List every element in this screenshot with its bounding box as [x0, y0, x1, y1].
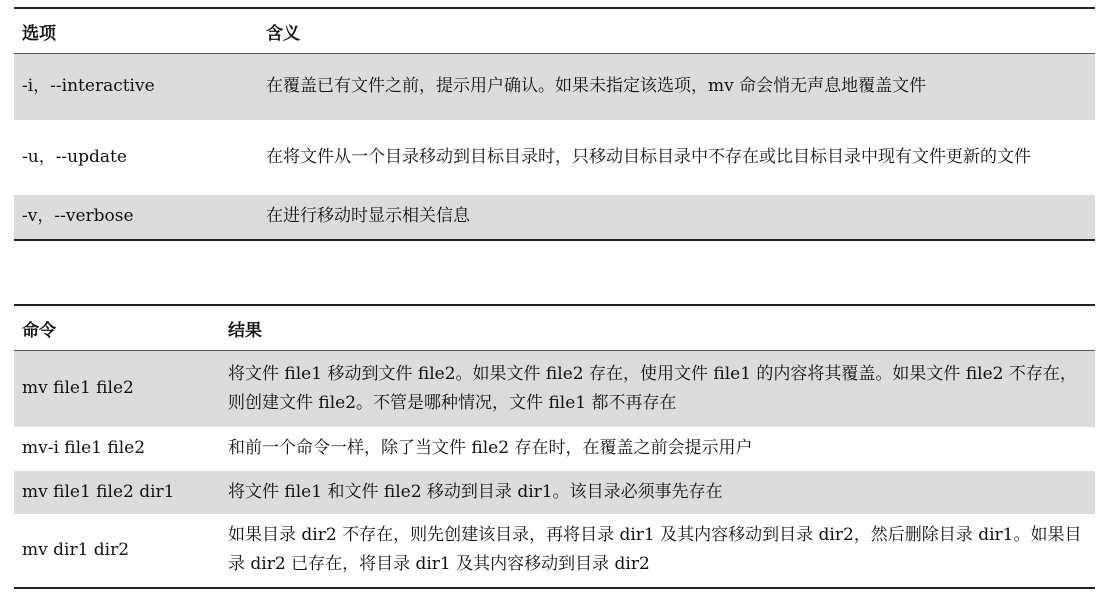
meaning-cell: 在进行移动时显示相关信息	[258, 195, 1095, 240]
result-cell: 和前一个命令一样，除了当文件 file2 存在时，在覆盖之前会提示用户	[228, 438, 753, 458]
column-header-command: 命令	[22, 320, 56, 341]
column-header-option: 选项	[22, 23, 56, 44]
option-cell: -i，--interactive	[14, 54, 258, 120]
command-cell: mv-i file1 file2	[22, 438, 146, 458]
table-row	[14, 195, 1095, 240]
option-cell: -u，--update	[22, 146, 127, 167]
options-table	[14, 7, 1095, 241]
meaning-cell: 在覆盖已有文件之前，提示用户确认。如果未指定该选项，mv 命会悄无声息地覆盖文件	[258, 54, 1095, 120]
result-cell: 将文件 file1 和文件 file2 移动到目录 dir1。该目录必须事先存在	[220, 471, 1095, 514]
table-row	[14, 471, 1095, 514]
commands-table	[14, 304, 1095, 589]
option-cell: -v，--verbose	[14, 195, 258, 240]
table-header-row	[14, 8, 1095, 54]
command-cell: mv file1 file2	[14, 351, 220, 427]
table-row	[14, 514, 1095, 588]
table-row	[14, 120, 1095, 195]
meaning-cell: 在将文件从一个目录移动到目标目录时，只移动目标目录中不存在或比目标目录中现有文件更新的文件	[266, 146, 1031, 167]
column-header-result: 结果	[228, 320, 262, 341]
table-row	[14, 351, 1095, 427]
table-header-row	[14, 305, 1095, 351]
table-row	[14, 54, 1095, 120]
table-row	[14, 427, 1095, 471]
command-cell: mv dir1 dir2	[22, 539, 130, 560]
command-cell: mv file1 file2 dir1	[14, 471, 220, 514]
result-cell: 如果目录 dir2 不存在，则先创建该目录，再将目录 dir1 及其内容移动到目录 dir2，然后删除目录 dir1。如果目录 dir2 已存在，将目录 dir1 及其内容移动到目录 dir2	[228, 525, 1082, 574]
result-cell: 将文件 file1 移动到文件 file2。如果文件 file2 存在，使用文件 file1 的内容将其覆盖。如果文件 file2 不存在，则创建文件 file2。不管是哪种情况，文件 file1 都不再存在	[220, 351, 1095, 427]
column-header-meaning: 含义	[266, 23, 300, 44]
